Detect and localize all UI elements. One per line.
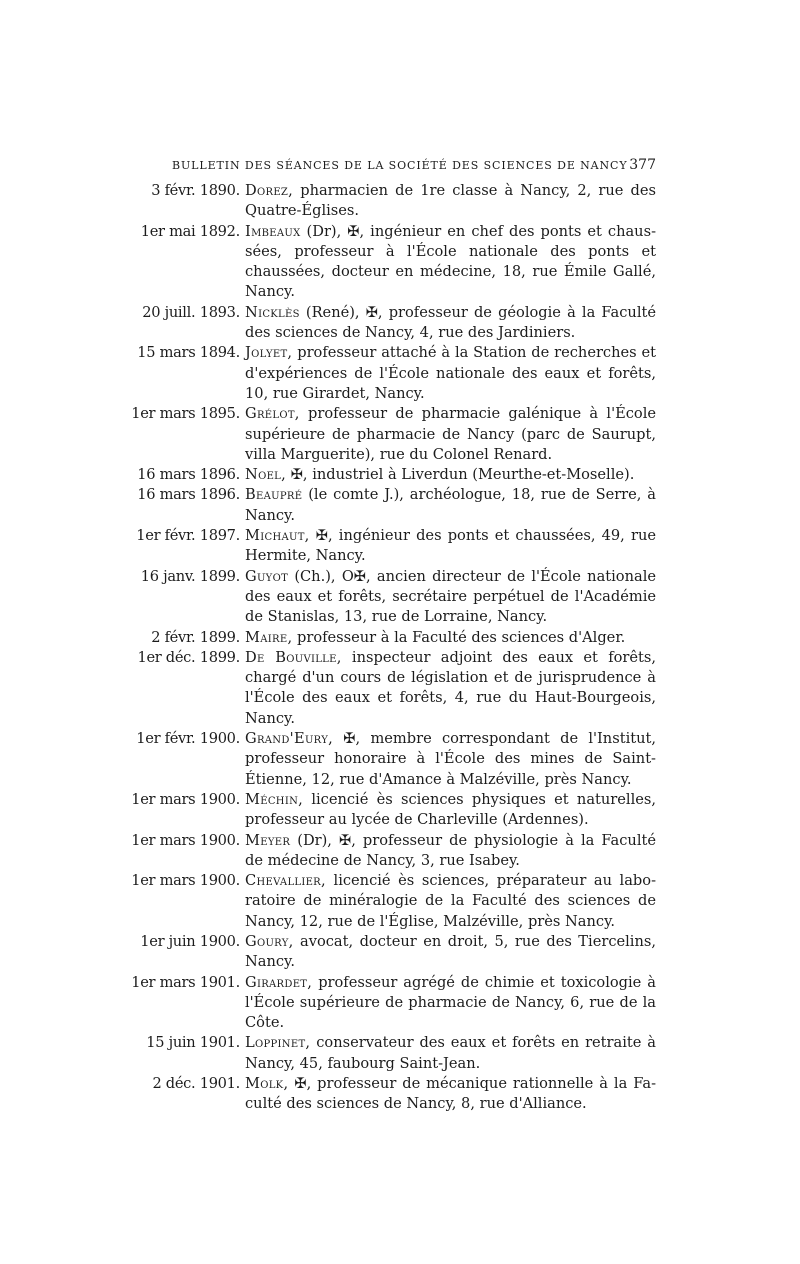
member-name: Guyot (245, 567, 289, 585)
member-name: Chevallier, (245, 872, 326, 890)
running-header (172, 157, 656, 173)
entry-date: 1er mai 1892. (140, 222, 240, 240)
member-details: professeur de pharmacie galénique à l'École supérieure de pharmacie de Nancy (parc de Saurupt, villa Marguerite), rue du Colonel Renard. (245, 405, 656, 463)
entry-date: 1er déc. 1899. (137, 648, 240, 666)
member-entry (128, 343, 656, 404)
member-entry (128, 181, 656, 222)
member-details: (René), ✠, professeur de géologie à la Faculté des sciences de Nancy, 4, rue des Jardiniers. (245, 303, 656, 342)
member-entry (128, 973, 656, 1034)
member-details: conservateur des eaux et forêts en retraite à Nancy, 45, faubourg Saint-Jean. (245, 1034, 656, 1072)
member-name: Grand'Eury, (245, 730, 334, 748)
entry-date: 1er mars 1900. (131, 872, 240, 890)
member-details: licencié ès sciences physiques et naturelles, professeur au lycée de Charleville (Ardennes). (245, 790, 656, 829)
member-name: Beaupré (245, 486, 303, 504)
member-name: Grélot, (245, 405, 300, 423)
member-list (128, 181, 656, 1115)
entry-date: 1er févr. 1897. (136, 527, 240, 545)
entry-date: 1er mars 1901. (131, 973, 240, 991)
member-name: Imbeaux (245, 222, 301, 240)
member-entry (128, 1033, 656, 1074)
member-name: Molk, (245, 1075, 289, 1093)
member-entry (128, 404, 656, 465)
member-entry (128, 222, 656, 303)
entry-date: 1er févr. 1900. (136, 730, 240, 748)
member-details: (le comte J.), archéologue, 18, rue de Serre, à Nancy. (245, 486, 656, 524)
member-details: (Dr), ✠, ingénieur en chef des ponts et chaussées, professeur à l'École nationale des ponts et chaussées, docteur en médecine, 18, rue Émile Gallé, Nancy. (245, 222, 656, 301)
entry-date: 3 févr. 1890. (151, 182, 240, 199)
member-name: Dorez, (245, 182, 294, 199)
entry-date: 20 juill. 1893. (142, 303, 240, 321)
entry-date: 16 janv. 1899. (140, 567, 240, 585)
member-name: Méchin, (245, 790, 304, 808)
entry-date: 15 juin 1901. (146, 1034, 240, 1052)
member-name: Meyer (245, 831, 291, 849)
member-entry (128, 628, 656, 648)
member-details: ✠, industriel à Liverdun (Meurthe-et-Moselle). (286, 466, 635, 484)
member-details: ✠, membre correspondant de l'Institut, professeur honoraire à l'École des mines de Saint-Étienne, 12, rue d'Amance à Malzéville, près Nancy. (245, 730, 656, 788)
member-details: (Ch.), O✠, ancien directeur de l'École nationale des eaux et forêts, secrétaire perpétuel de l'Académie de Stanislas, 13, rue de Lorraine, Nancy. (245, 567, 656, 626)
member-name: Michaut, (245, 527, 310, 545)
entry-date: 1er mars 1895. (131, 405, 240, 423)
entry-date: 1er mars 1900. (131, 831, 240, 849)
entry-date: 16 mars 1896. (137, 466, 240, 484)
member-entry (128, 729, 656, 790)
member-name: Jolyet, (245, 344, 293, 362)
member-name: Maire, (245, 628, 293, 646)
running-title: BULLETIN DES SÉANCES DE LA SOCIÉTÉ DES SCIENCES DE NANCY (172, 159, 628, 172)
entry-date: 2 févr. 1899. (151, 628, 240, 646)
member-details: ✠, ingénieur des ponts et chaussées, 49, rue Hermite, Nancy. (245, 527, 656, 565)
member-entry (128, 526, 656, 567)
entry-date: 1er juin 1900. (140, 932, 240, 950)
entry-date: 2 déc. 1901. (152, 1075, 240, 1093)
entry-date: 15 mars 1894. (137, 344, 240, 362)
member-details: (Dr), ✠, professeur de physiologie à la Faculté de médecine de Nancy, 3, rue Isabey. (245, 831, 656, 869)
member-entry (128, 871, 656, 932)
member-details: avocat, docteur en droit, 5, rue des Tiercelins, Nancy. (245, 932, 656, 971)
member-entry (128, 648, 656, 729)
member-details: ✠, professeur de mécanique rationnelle à la Faculté des sciences de Nancy, 8, rue d'Alliance. (245, 1075, 656, 1113)
member-details: professeur agrégé de chimie et toxicologie à l'École supérieure de pharmacie de Nancy, 6, rue de la Côte. (245, 973, 656, 1032)
member-details: pharmacien de 1re classe à Nancy, 2, rue des Quatre-Églises. (245, 182, 656, 220)
page-number: 377 (629, 157, 656, 173)
member-entry (128, 485, 656, 526)
member-name: De Bouville, (245, 648, 342, 666)
member-name: Noel, (245, 466, 287, 484)
member-name: Nicklès (245, 303, 300, 321)
member-details: inspecteur adjoint des eaux et forêts, chargé d'un cours de législation et de jurisprudence à l'École des eaux et forêts, 4, rue du Haut-Bourgeois, Nancy. (245, 648, 656, 727)
member-details: professeur attaché à la Station de recherches et d'expériences de l'École nationale des eaux et forêts, 10, rue Girardet, Nancy. (245, 344, 656, 402)
member-entry (128, 303, 656, 344)
member-details: licencié ès sciences, préparateur au laboratoire de minéralogie de la Faculté des sciences de Nancy, 12, rue de l'Église, Malzéville, près Nancy. (245, 872, 656, 930)
member-entry (128, 831, 656, 872)
member-entry (128, 567, 656, 628)
member-details: professeur à la Faculté des sciences d'Alger. (292, 628, 626, 646)
entry-date: 16 mars 1896. (137, 486, 240, 504)
member-entry (128, 932, 656, 973)
entry-date: 1er mars 1900. (131, 790, 240, 808)
member-name: Girardet, (245, 973, 313, 991)
member-entry (128, 1074, 656, 1115)
member-name: Loppinet, (245, 1034, 311, 1052)
member-entry (128, 790, 656, 831)
member-name: Goury, (245, 932, 294, 950)
member-entry (128, 465, 656, 485)
